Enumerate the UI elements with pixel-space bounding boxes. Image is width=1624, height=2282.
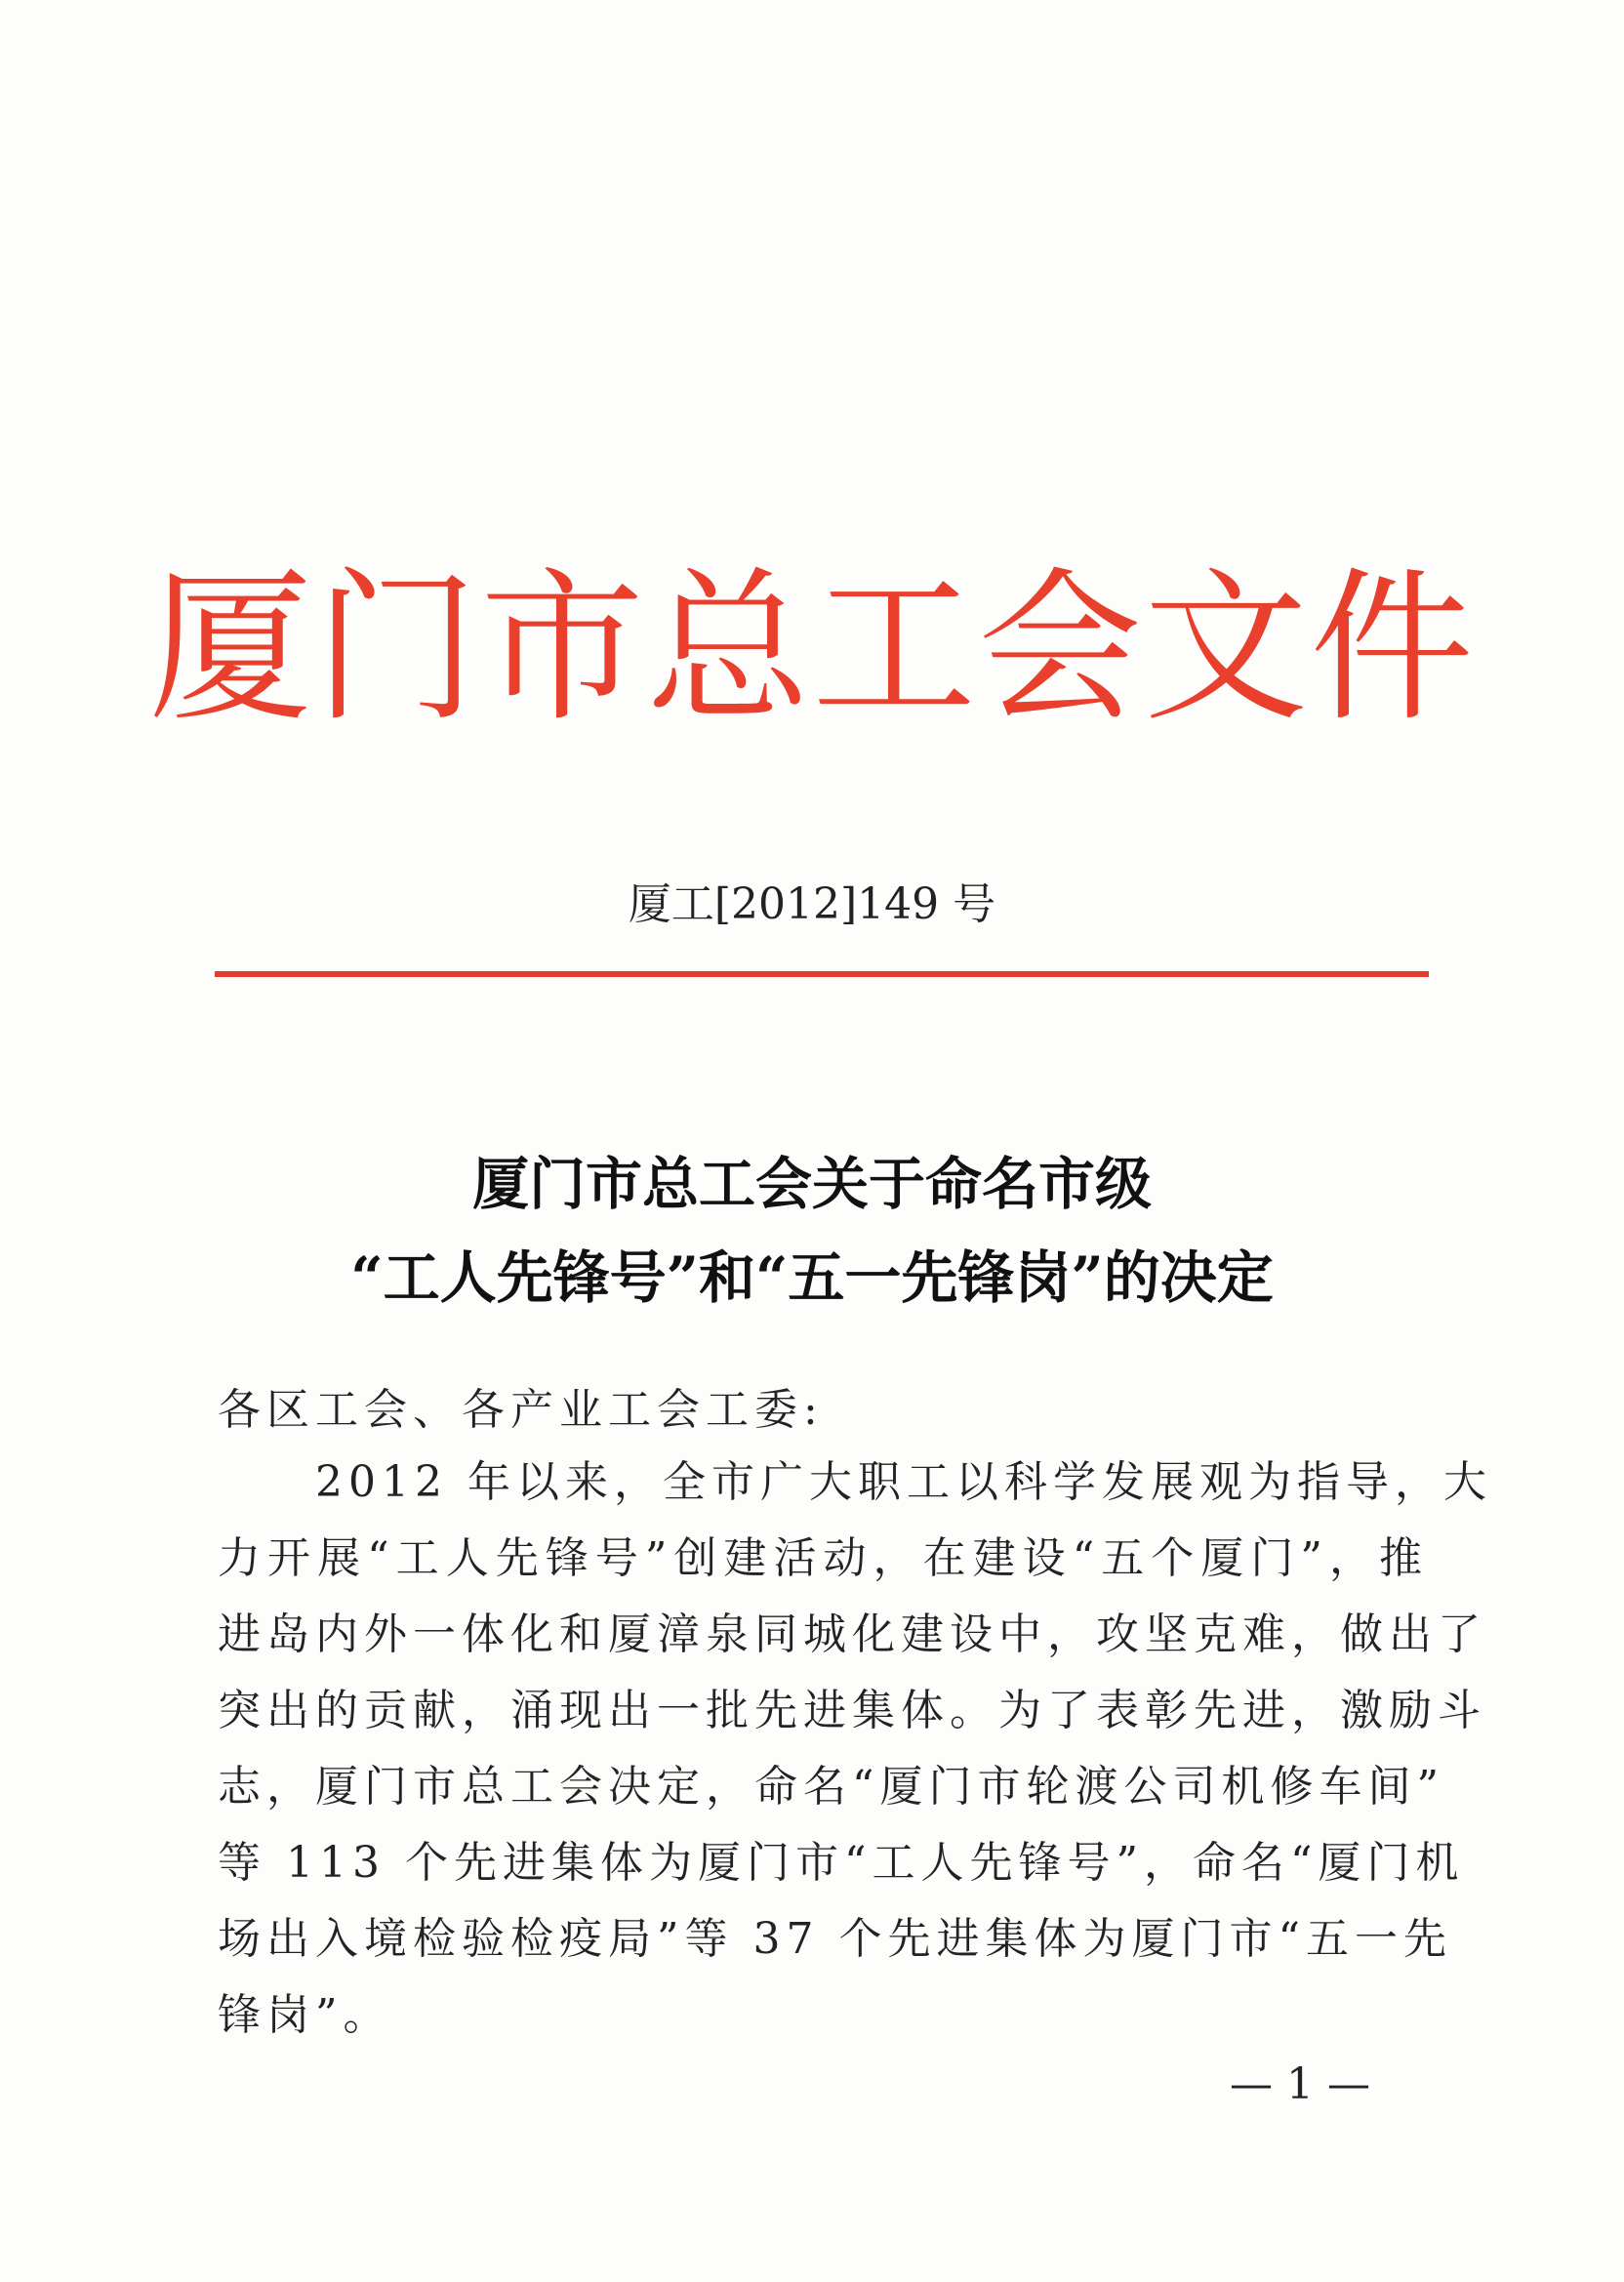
- body-line: 进岛内外一体化和厦漳泉同城化建设中，攻坚克难，做出了: [218, 1610, 1486, 1659]
- body-line: 2012 年以来，全市广大职工以科学发展观为指导，大: [218, 1457, 1492, 1507]
- page-number: — 1 —: [1230, 2059, 1370, 2109]
- document-number: 厦工[2012]149 号: [628, 879, 996, 929]
- masthead-title: 厦门市总工会文件: [148, 552, 1476, 744]
- body-line: 突出的贡献，涌现出一批先进集体。为了表彰先进，激励斗: [218, 1686, 1486, 1735]
- body-line: 等 113 个先进集体为厦门市“工人先锋号”，命名“厦门机: [218, 1838, 1465, 1888]
- body-line: 志，厦门市总工会决定，命名“厦门市轮渡公司机修车间”: [218, 1762, 1444, 1812]
- body-line: 力开展“工人先锋号”创建活动，在建设“五个厦门”，推: [218, 1533, 1428, 1583]
- body-line: 锋岗”。: [218, 1990, 392, 2040]
- document-title: [0, 1137, 1624, 1324]
- title-line-2: “工人先锋号”和“五一先锋岗”的决定: [350, 1244, 1274, 1311]
- body-paragraph: [218, 1445, 1492, 2054]
- salutation: 各区工会、各产业工会工委:: [218, 1385, 824, 1435]
- red-divider-rule: [215, 971, 1429, 977]
- body-line: 场出入境检验检疫局”等 37 个先进集体为厦门市“五一先: [218, 1914, 1452, 1964]
- title-line-1: 厦门市总工会关于命名市级: [471, 1151, 1152, 1217]
